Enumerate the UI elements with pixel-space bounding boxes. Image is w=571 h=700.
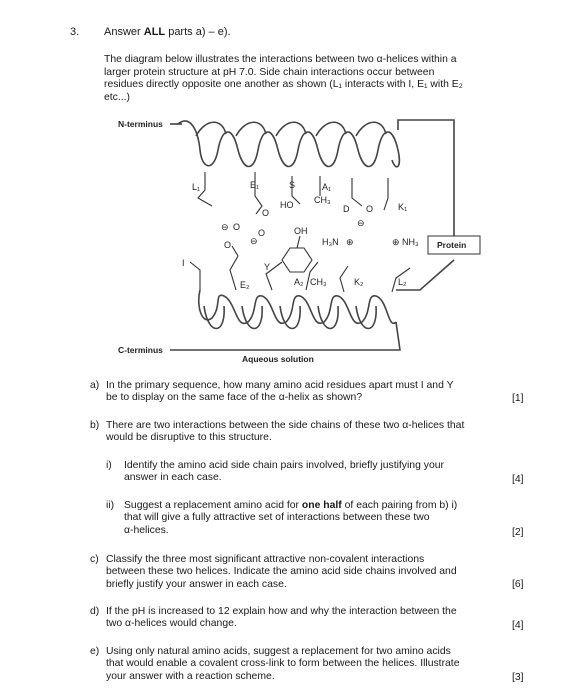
part-a-line: be to display on the same face of the α-helix as shown? — [106, 392, 363, 404]
l1-label: L₁ — [192, 182, 201, 192]
ch3-bottom-label: CH₃ — [310, 277, 327, 287]
part-c-marks: [6] — [512, 579, 524, 590]
intro-line: residues directly opposite one another as shown (L₁ interacts with I, E₁ with E₂ — [104, 79, 463, 91]
part-e-line: Using only natural amino acids, suggest a replacement for two amino acids — [106, 646, 451, 657]
question-number: 3. — [70, 26, 80, 38]
part-bii-line: α-helices. — [124, 524, 169, 536]
part-bi-marks: [4] — [512, 474, 524, 485]
part-c-text — [106, 554, 506, 591]
oh-label: OH — [294, 226, 308, 236]
nh3-label: NH₃ — [402, 237, 419, 247]
part-bii-text — [124, 500, 504, 537]
part-b-line: There are two interactions between the side chains of these two α-helices that — [106, 420, 465, 431]
bottom-helix — [199, 290, 396, 323]
d-label: D — [343, 204, 350, 214]
part-b-line: would be disruptive to this structure. — [106, 432, 272, 444]
e1-label: E₁ — [250, 180, 260, 190]
e2-label: E₂ — [240, 280, 250, 290]
h3n-label: H₃N — [322, 237, 339, 247]
part-d-marks: [4] — [512, 620, 524, 631]
part-d-text — [106, 606, 506, 631]
o-label: O — [224, 240, 232, 250]
k2-label: K₂ — [354, 277, 364, 287]
part-c-label: c) — [90, 554, 99, 565]
part-e-text — [106, 646, 506, 683]
o-label: O — [258, 228, 266, 238]
heading-prefix: Answer — [104, 26, 144, 38]
part-bi-label: i) — [106, 460, 112, 471]
intro-line: larger protein structure at pH 7.0. Side chain interactions occur between — [104, 66, 435, 78]
o-label: O — [233, 222, 241, 232]
minus-sign: ⊖ — [221, 222, 229, 232]
s-label: S — [289, 180, 296, 190]
part-e-marks: [3] — [512, 672, 524, 683]
part-e-line: your answer with a reaction scheme. — [106, 670, 275, 682]
plus-sign: ⊕ — [392, 237, 400, 247]
intro-line: The diagram below illustrates the interactions between two α-helices within a — [104, 54, 457, 65]
part-bii-marks: [2] — [512, 527, 524, 538]
part-c-line: Classify the three most significant attractive non-covalent interactions — [106, 554, 425, 565]
k1-label: K₁ — [398, 202, 408, 212]
part-b-text — [106, 420, 506, 445]
o-label: O — [262, 208, 270, 218]
part-bii-label: ii) — [106, 500, 115, 511]
part-d-label: d) — [90, 606, 100, 617]
intro-line: etc...) — [104, 91, 130, 103]
part-a-line: In the primary sequence, how many amino acid residues apart must I and Y — [106, 380, 454, 391]
minus-sign: ⊖ — [250, 236, 258, 246]
part-a-label: a) — [90, 380, 100, 391]
top-helix — [178, 121, 399, 167]
part-bi-text — [124, 460, 504, 485]
part-bi-line: Identify the amino acid side chain pairs involved, briefly justifying your — [124, 460, 444, 471]
part-c-line: between these two helices. Indicate the amino acid side chains involved and — [106, 566, 457, 578]
part-a-text — [106, 380, 506, 405]
minus-sign: ⊖ — [357, 218, 365, 228]
ho-label: HO — [280, 200, 294, 210]
part-d-line: If the pH is increased to 12 explain how and why the interaction between the — [106, 606, 457, 617]
part-bii-line: that will give a fully attractive set of interactions between these two — [124, 512, 430, 524]
aqueous-label: Aqueous solution — [242, 354, 314, 364]
a2-label: A₂ — [294, 277, 304, 287]
part-e-line: that would enable a covalent cross-link to form between the helices. Illustrate — [106, 658, 460, 670]
ch3-top-label: CH₃ — [314, 195, 331, 205]
protein-label: Protein — [437, 240, 467, 250]
part-d-line: two α-helices would change. — [106, 618, 237, 630]
part-a-marks: [1] — [512, 393, 524, 404]
part-b-label: b) — [90, 420, 100, 431]
c-terminus-label: C-terminus — [118, 345, 163, 355]
plus-sign: ⊕ — [346, 237, 354, 247]
part-c-line: briefly justify your answer in each case. — [106, 578, 287, 590]
y-label: Y — [264, 262, 271, 272]
heading-suffix: parts a) – e). — [165, 26, 231, 38]
i-label: I — [182, 258, 185, 268]
n-terminus-label: N-terminus — [118, 119, 163, 129]
part-bii-line-first: Suggest a replacement amino acid for one half of each pairing from b) i) — [124, 500, 458, 511]
heading-bold: ALL — [143, 26, 166, 38]
l2-label: L₂ — [398, 277, 407, 287]
o-label: O — [366, 204, 374, 214]
a1-label: A₁ — [322, 182, 332, 192]
part-e-label: e) — [90, 646, 100, 657]
part-bi-line: answer in each case. — [124, 472, 222, 484]
